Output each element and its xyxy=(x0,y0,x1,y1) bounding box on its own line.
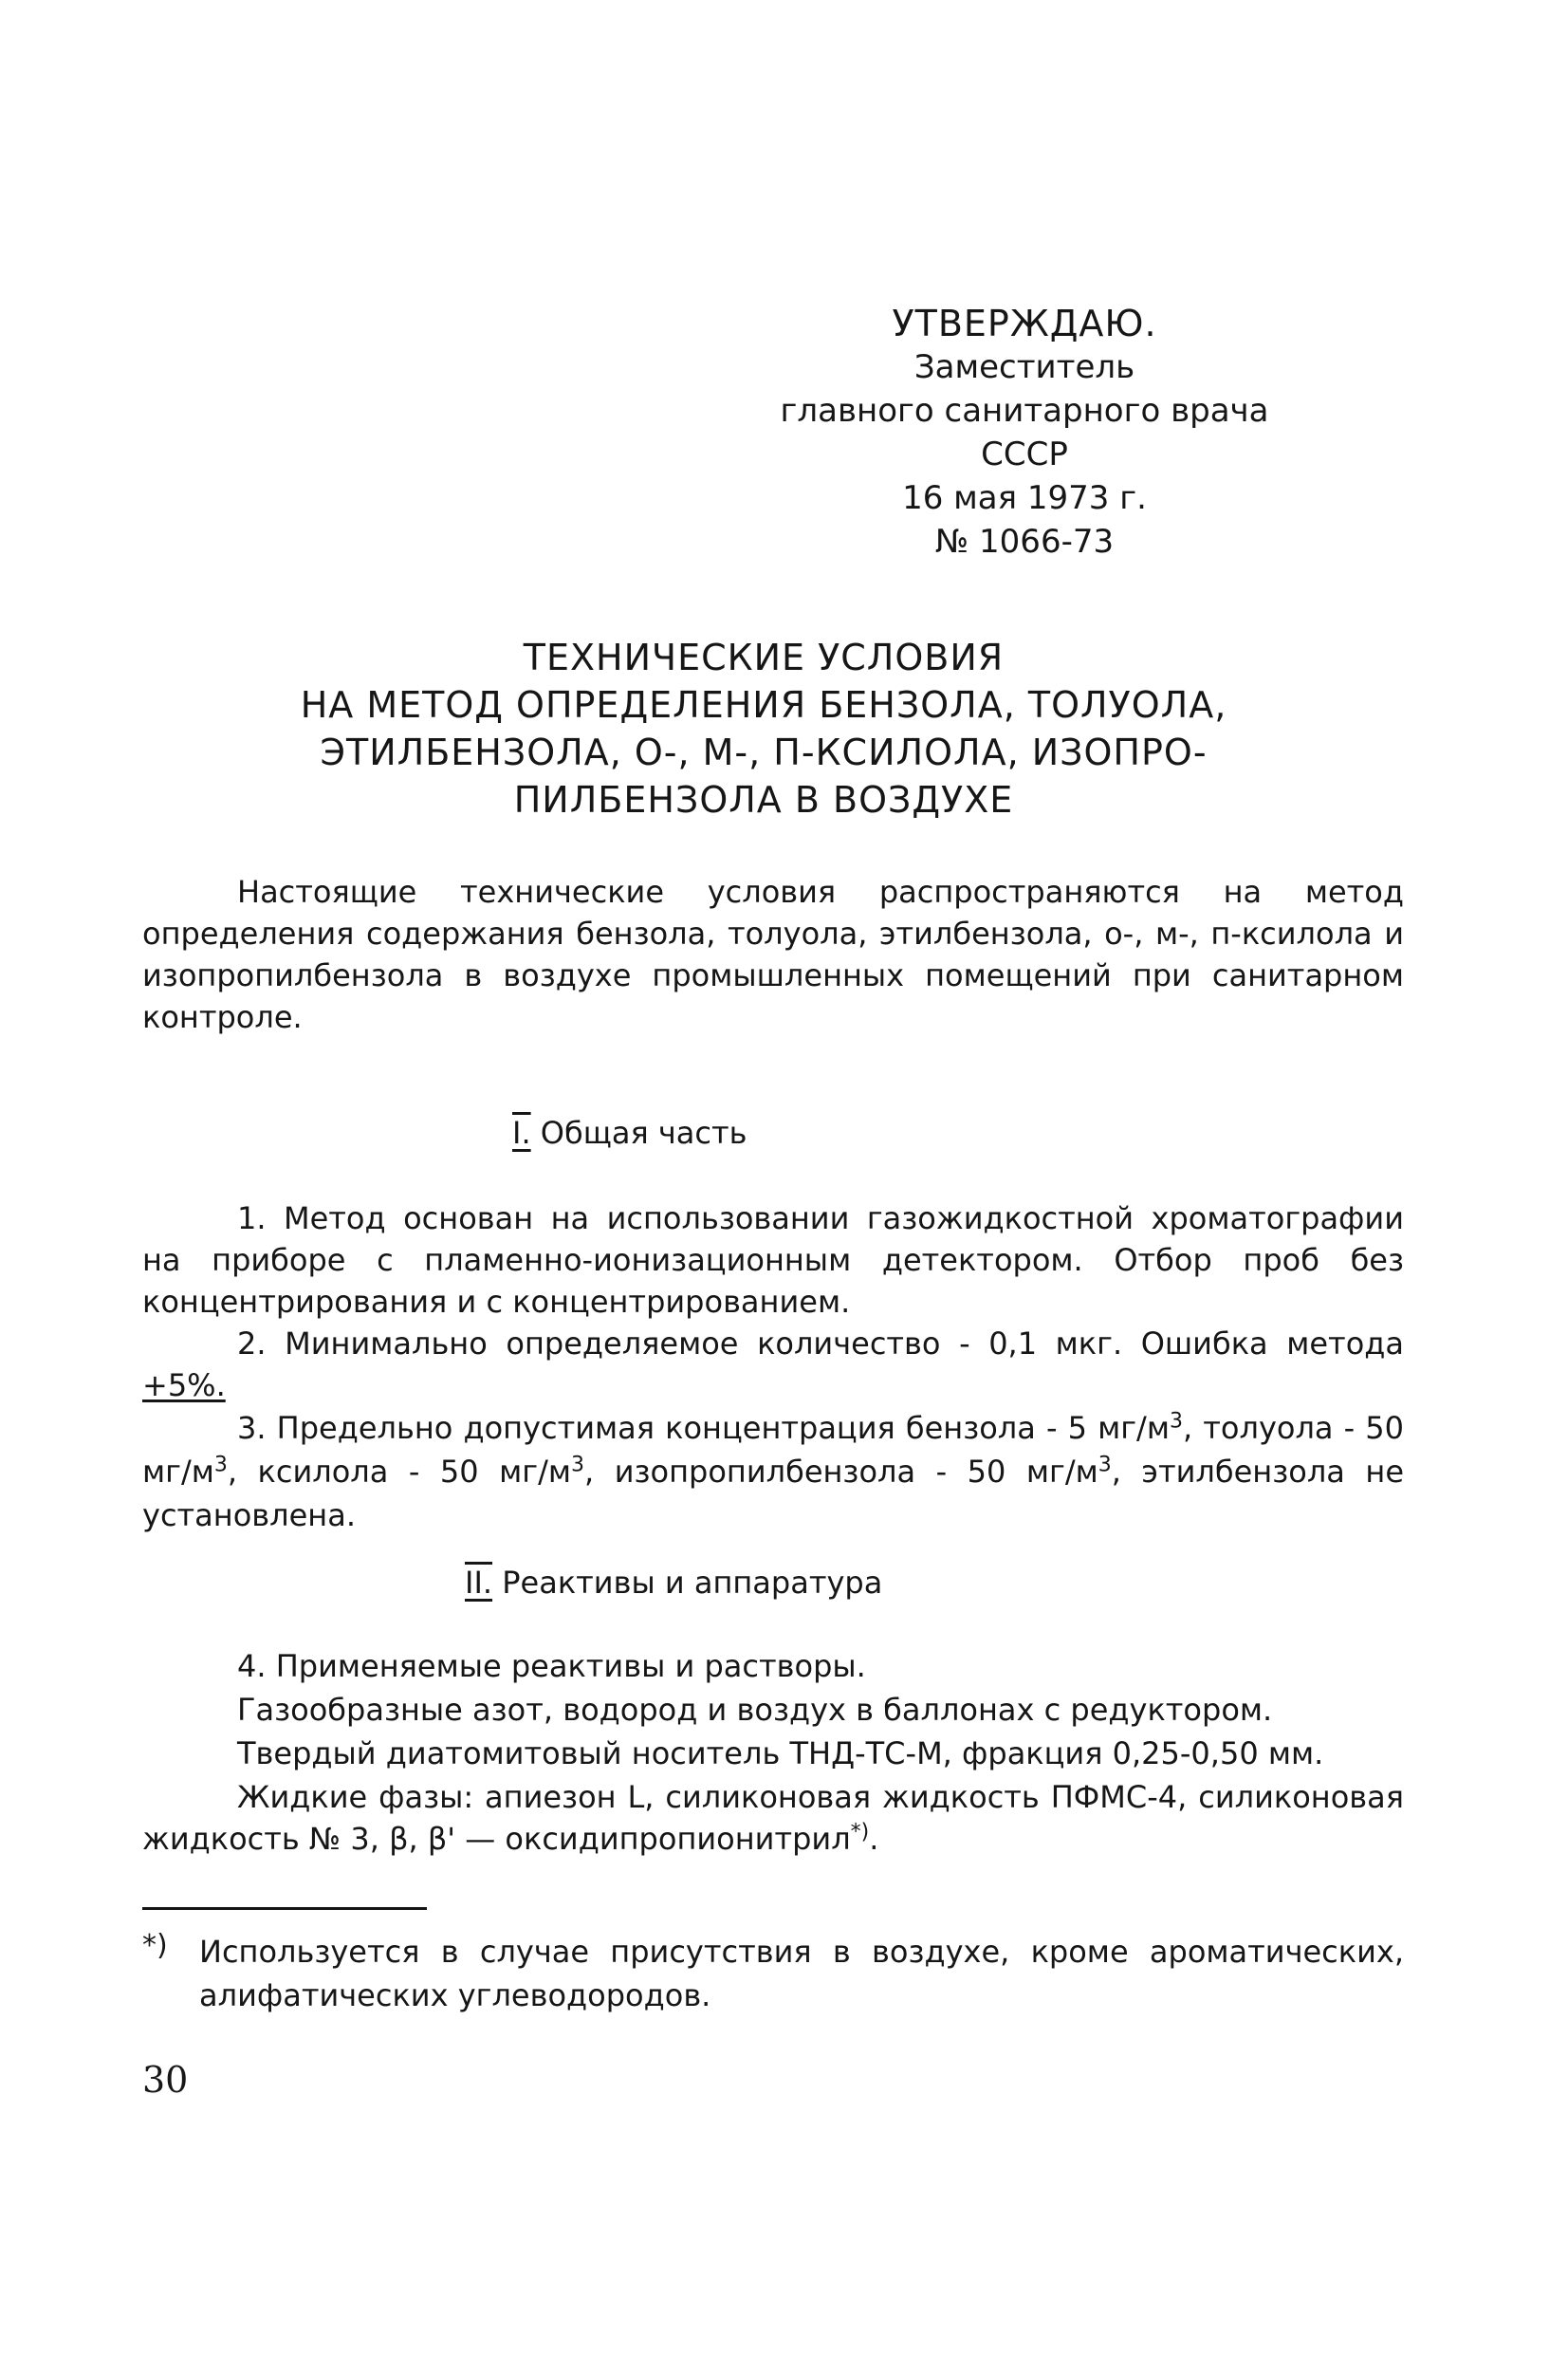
footnote-text: Используется в случае присутствия в воздухе, кроме ароматических, алифатических углеводородов. xyxy=(199,1934,1404,2013)
paragraph-3-part-4: , изопропилбензола - 50 мг/м xyxy=(584,1454,1098,1490)
approval-position: Заместитель xyxy=(913,348,1135,386)
paragraph-7 xyxy=(142,1776,1404,1860)
footnote-reference: *) xyxy=(850,1820,870,1844)
section-title-1: Общая часть xyxy=(540,1115,747,1151)
paragraph-4: 4. Применяемые реактивы и растворы. xyxy=(237,1648,866,1684)
superscript-cubic: 3 xyxy=(571,1453,585,1477)
title-line-1: ТЕХНИЧЕСКИЕ УСЛОВИЯ xyxy=(523,637,1005,678)
paragraph-3 xyxy=(142,1406,1404,1537)
approval-country: СССР xyxy=(981,436,1068,473)
paragraph-7-text: Жидкие фазы: апиезон L, силиконовая жидкость ПФМС-4, силиконовая жидкость № 3, β, β' — оксидипропионитрил xyxy=(142,1779,1404,1857)
paragraph-3-part-3: , ксилола - 50 мг/м xyxy=(227,1454,572,1490)
footnote xyxy=(142,1930,1404,2017)
paragraph-3-part-2: , толуола - 50 мг/м xyxy=(142,1410,1405,1490)
paragraph-2-text: 2. Минимально определяемое количество - 0,1 мкг. Ошибка метода xyxy=(237,1325,1404,1362)
paragraph-2 xyxy=(142,1323,1404,1406)
paragraph-5: Газообразные азот, водород и воздух в баллонах с редуктором. xyxy=(237,1692,1273,1728)
intro-paragraph: Настоящие технические условия распространяются на метод определения содержания бензола, толуола, этилбензола, о-, м-, п-ксилола и изопропилбензола в воздухе промышленных помещений при санитарном контроле. xyxy=(142,874,1404,1035)
footnote-divider xyxy=(142,1907,427,1910)
paragraph-2-error: +5%. xyxy=(142,1367,226,1403)
section-heading-1 xyxy=(512,1112,747,1154)
section-number-2: II. xyxy=(465,1565,493,1601)
footnote-mark: *) xyxy=(142,1929,168,1962)
paragraph-1: 1. Метод основан на использовании газожидкостной хроматографии на приборе с пламенно-ионизационным детектором. Отбор проб без концентрирования и с концентрированием. xyxy=(142,1200,1404,1320)
superscript-cubic: 3 xyxy=(213,1453,228,1477)
approval-position-detail: главного санитарного врача xyxy=(780,392,1269,430)
approval-number: № 1066-73 xyxy=(934,523,1115,561)
title-line-4: ПИЛБЕНЗОЛА В ВОЗДУХЕ xyxy=(513,779,1014,821)
document-title xyxy=(228,634,1300,824)
superscript-cubic: 3 xyxy=(1169,1409,1183,1434)
superscript-cubic: 3 xyxy=(1098,1453,1112,1477)
title-line-2: НА МЕТОД ОПРЕДЕЛЕНИЯ БЕНЗОЛА, ТОЛУОЛА, xyxy=(300,684,1227,726)
section-title-2: Реактивы и аппаратура xyxy=(502,1565,883,1601)
paragraph-6: Твердый диатомитовый носитель ТНД-ТС-М, фракция 0,25-0,50 мм. xyxy=(237,1735,1324,1771)
paragraph-7-end: . xyxy=(869,1821,879,1857)
paragraph-3-part-5: , этилбензола не установлена. xyxy=(142,1454,1404,1533)
paragraph-3-part-1: 3. Предельно допустимая концентрация бензола - 5 мг/м xyxy=(237,1410,1170,1446)
approval-date: 16 мая 1973 г. xyxy=(902,479,1147,517)
section-number-1: I. xyxy=(512,1115,531,1151)
title-line-3: ЭТИЛБЕНЗОЛА, О-, М-, П-КСИЛОЛА, ИЗОПРО- xyxy=(320,732,1208,773)
section-heading-2 xyxy=(465,1562,882,1603)
page-number: 30 xyxy=(142,2059,189,2101)
approval-block xyxy=(759,302,1290,564)
approval-heading: УТВЕРЖДАЮ. xyxy=(892,303,1157,344)
